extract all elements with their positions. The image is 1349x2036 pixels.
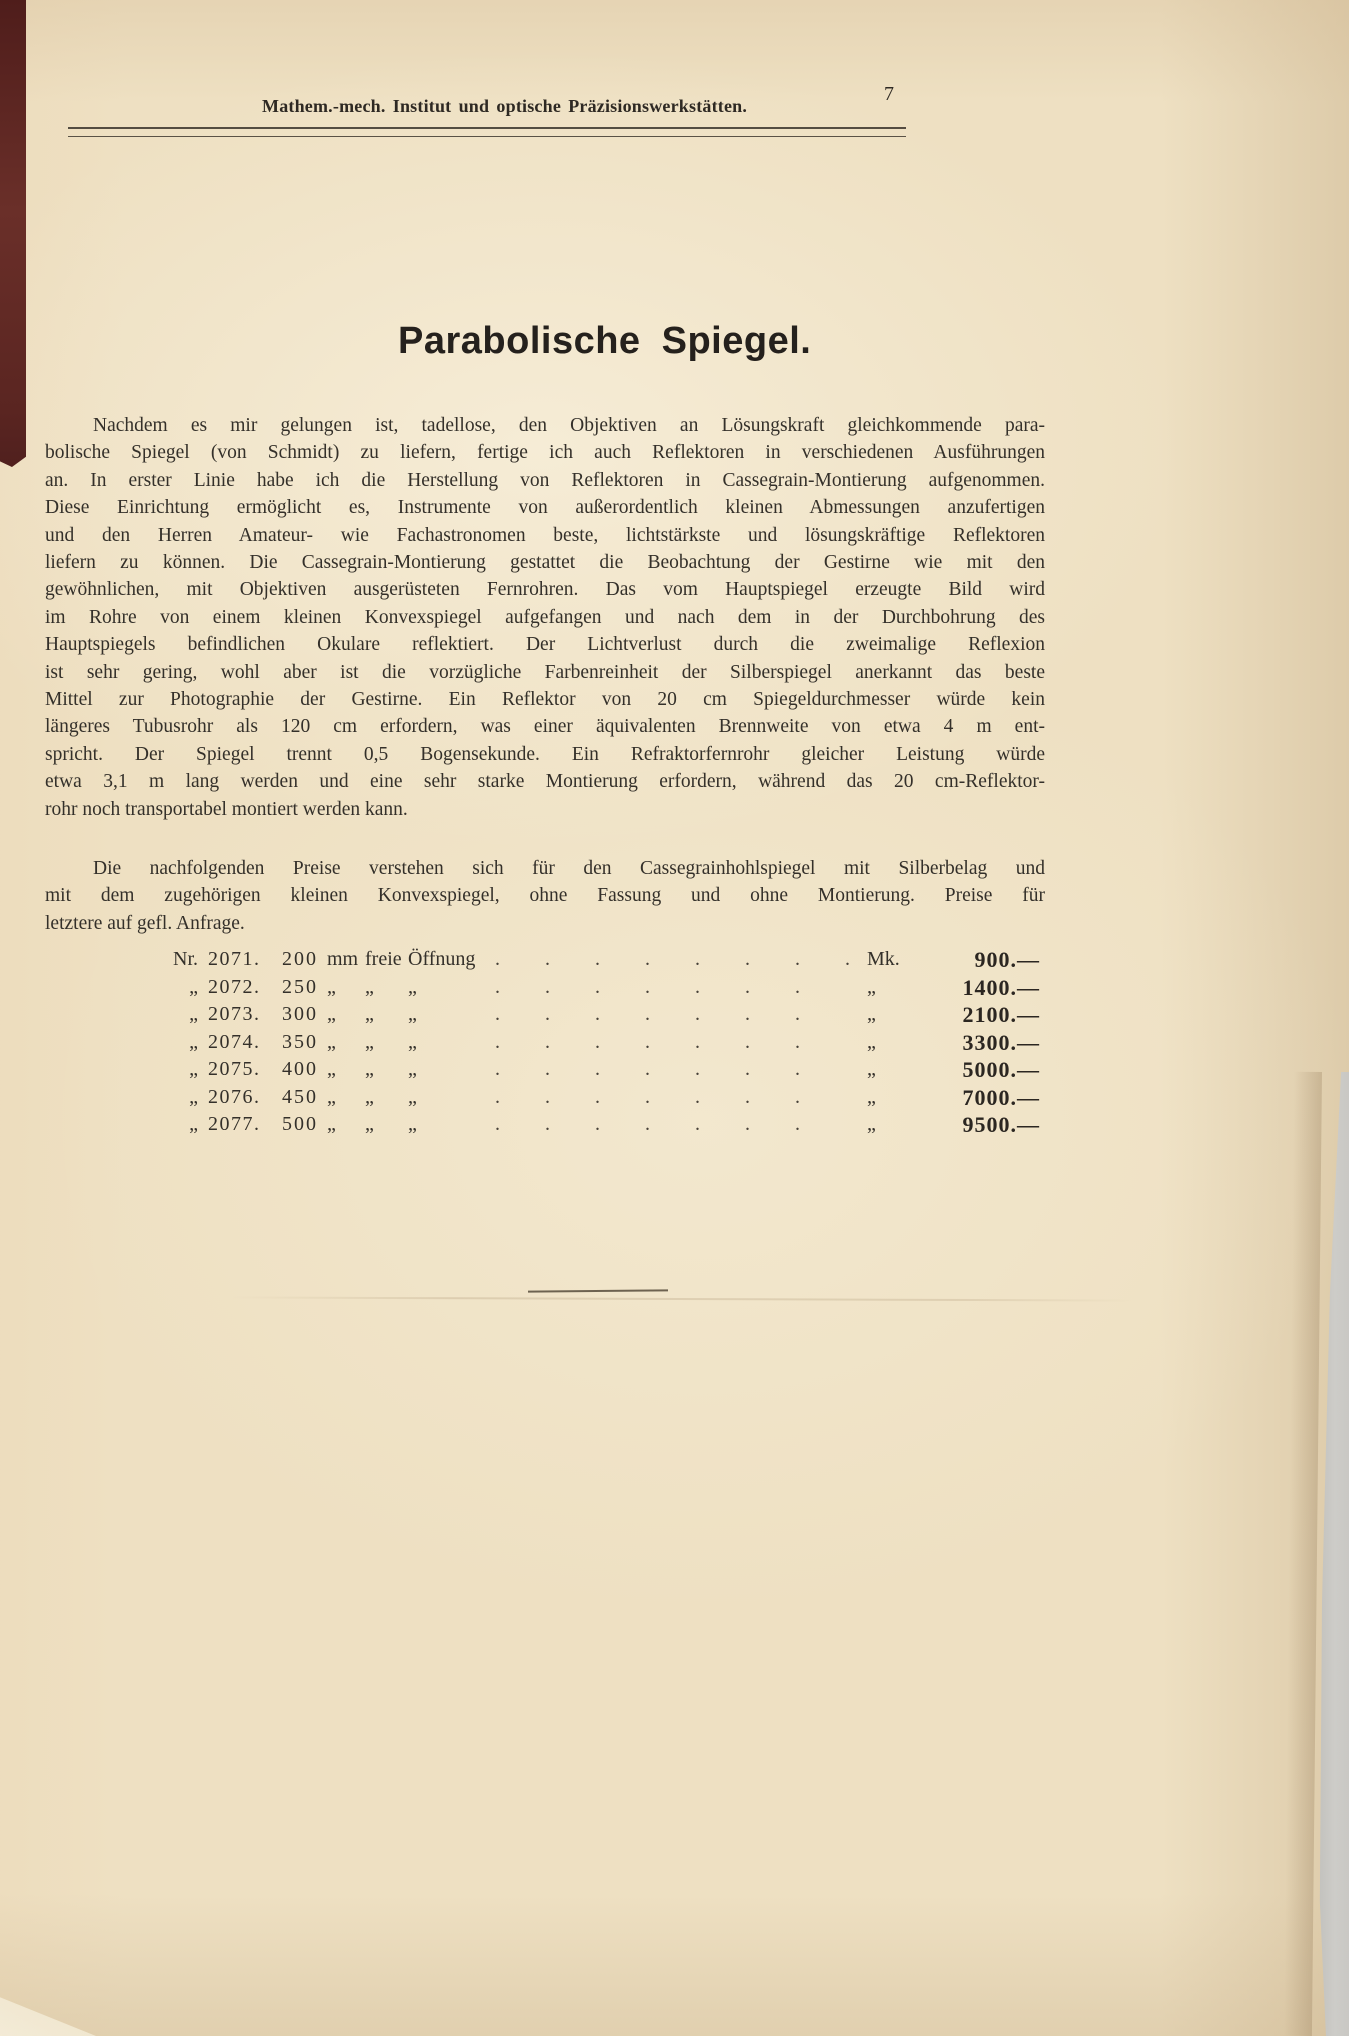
paragraph-line: ist sehr gering, wohl aber ist die vorzügliche Farbenreinheit der Silberspiegel anerkannt das beste — [45, 661, 1045, 683]
dot-leader: . . . . . . . — [495, 1113, 800, 1135]
price-value: 5000.— — [962, 1057, 1040, 1082]
price-row — [140, 1111, 1040, 1139]
price-value: 3300.— — [962, 1029, 1040, 1055]
ditto-mark: „ — [408, 975, 417, 998]
unit-label: Öffnung — [408, 948, 476, 970]
catalog-number: 2075. — [208, 1058, 261, 1080]
paragraph-line: Mittel zur Photographie der Gestirne. Ein Reflektor von 20 cm Spiegeldurchmesser würde kein — [45, 689, 1045, 711]
aperture-value: 450 — [282, 1085, 318, 1108]
ditto-mark: „ — [189, 1085, 198, 1108]
dot-leader: . . . . . . . . — [495, 948, 850, 970]
aperture-value: 200 — [282, 948, 318, 970]
paragraph-line: etwa 3,1 m lang werden und eine sehr starke Montierung erfordern, während das 20 cm-Reflektor- — [45, 771, 1045, 793]
price-value: 9500.— — [962, 1112, 1040, 1137]
price-list — [140, 946, 1040, 1139]
ditto-mark: „ — [327, 1113, 336, 1135]
ditto-mark: „ — [408, 1058, 417, 1080]
aperture-value: 350 — [282, 1030, 318, 1053]
page-title: Parabolische Spiegel. — [398, 320, 812, 362]
catalog-number: 2073. — [208, 1003, 261, 1025]
book-binding-strip — [0, 0, 26, 467]
price-row — [140, 974, 1040, 1002]
dot-leader: . . . . . . . — [495, 1058, 800, 1080]
ditto-mark: „ — [189, 975, 198, 998]
ditto-mark: „ — [189, 1113, 198, 1135]
paragraph-line: rohr noch transportabel montiert werden kann. — [45, 798, 408, 820]
paper-crease-line — [230, 1296, 1135, 1301]
corner-fold-mark — [0, 1992, 96, 2036]
currency-label: Mk. — [867, 948, 900, 970]
dot-leader: . . . . . . . — [495, 1085, 800, 1108]
paragraph-2 — [45, 855, 1045, 937]
ditto-mark: „ — [327, 1085, 336, 1108]
aperture-value: 400 — [282, 1058, 318, 1080]
ditto-mark: „ — [189, 1058, 198, 1080]
catalog-number: 2074. — [208, 1030, 261, 1053]
catalog-number: 2076. — [208, 1085, 261, 1108]
ditto-mark: „ — [867, 975, 876, 998]
ditto-mark: „ — [408, 1113, 417, 1135]
ditto-mark: „ — [408, 1003, 417, 1025]
header-double-rule — [68, 127, 906, 137]
paragraph-1 — [45, 412, 1045, 823]
paragraph-line: mit dem zugehörigen kleinen Konvexspiegel, ohne Fassung und ohne Montierung. Preise für — [45, 885, 1045, 907]
ditto-mark: „ — [408, 1030, 417, 1053]
ditto-mark: „ — [365, 1003, 374, 1025]
catalog-number: 2077. — [208, 1113, 261, 1135]
ditto-mark: „ — [408, 1085, 417, 1108]
price-value: 1400.— — [962, 974, 1040, 1000]
price-value: 7000.— — [962, 1084, 1040, 1110]
ditto-mark: „ — [327, 1058, 336, 1080]
section-divider-rule — [528, 1289, 668, 1292]
ditto-mark: „ — [189, 1030, 198, 1053]
ditto-mark: „ — [867, 1058, 876, 1080]
dot-leader: . . . . . . . — [495, 1003, 800, 1025]
unit-label: mm — [327, 948, 359, 970]
paragraph-line: im Rohre von einem kleinen Konvexspiegel aufgefangen und nach dem in der Durchbohrung des — [45, 606, 1045, 628]
price-row — [140, 1001, 1040, 1029]
ditto-mark: „ — [867, 1003, 876, 1025]
paragraph-line: und den Herren Amateur- wie Fachastronomen beste, lichtstärkste und lösungskräftige Reflektoren — [45, 524, 1045, 546]
aperture-value: 300 — [282, 1003, 318, 1025]
row-label: Nr. — [173, 948, 198, 970]
ditto-mark: „ — [867, 1113, 876, 1135]
paragraph-line: Hauptspiegels befindlichen Okulare reflektiert. Der Lichtverlust durch die zweimalige Reflexion — [45, 634, 1045, 656]
paragraph-line: Diese Einrichtung ermöglicht es, Instrumente von außerordentlich kleinen Abmessungen anzufertigen — [45, 497, 1045, 519]
ditto-mark: „ — [867, 1030, 876, 1053]
ditto-mark: „ — [365, 1058, 374, 1080]
aperture-value: 250 — [282, 975, 318, 998]
price-row — [140, 1084, 1040, 1112]
aperture-value: 500 — [282, 1113, 318, 1135]
price-value: 2100.— — [962, 1002, 1040, 1027]
paragraph-line: an. In erster Linie habe ich die Herstellung von Reflektoren in Cassegrain-Montierung aufgenommen. — [45, 469, 1045, 491]
ditto-mark: „ — [327, 1030, 336, 1053]
paragraph-line: bolische Spiegel (von Schmidt) zu liefern, fertige ich auch Reflektoren in verschiedenen Ausführungen — [45, 442, 1045, 464]
page-edge-shadow — [1284, 1072, 1322, 2036]
paragraph-line: Nachdem es mir gelungen ist, tadellose, den Objektiven an Lösungskraft gleichkommende para- — [93, 415, 1045, 436]
dot-leader: . . . . . . . — [495, 1030, 800, 1053]
ditto-mark: „ — [189, 1003, 198, 1025]
paragraph-line: gewöhnlichen, mit Objektiven ausgerüsteten Fernrohren. Das vom Hauptspiegel erzeugte Bild wird — [45, 579, 1045, 601]
catalog-number: 2071. — [208, 948, 261, 970]
price-row — [140, 1029, 1040, 1057]
ditto-mark: „ — [365, 1113, 374, 1135]
running-header-institute: Mathem.-mech. Institut und optische Präzisionswerkstätten. — [262, 96, 748, 116]
price-value: 900.— — [974, 947, 1040, 972]
catalog-number: 2072. — [208, 975, 261, 998]
ditto-mark: „ — [327, 1003, 336, 1025]
page-number: 7 — [884, 83, 894, 105]
paragraph-line: Die nachfolgenden Preise verstehen sich für den Cassegrainhohlspiegel mit Silberbelag und — [93, 858, 1045, 879]
ditto-mark: „ — [365, 975, 374, 998]
price-row — [140, 946, 1040, 974]
unit-label: freie — [365, 948, 402, 970]
price-row — [140, 1056, 1040, 1084]
paragraph-line: letztere auf gefl. Anfrage. — [45, 912, 245, 934]
dot-leader: . . . . . . . — [495, 975, 800, 998]
ditto-mark: „ — [867, 1085, 876, 1108]
ditto-mark: „ — [327, 975, 336, 998]
paragraph-line: liefern zu können. Die Cassegrain-Montierung gestattet die Beobachtung der Gestirne wie mit den — [45, 552, 1045, 574]
ditto-mark: „ — [365, 1030, 374, 1053]
paragraph-line: längeres Tubusrohr als 120 cm erfordern, was einer äquivalenten Brennweite von etwa 4 m ent- — [45, 716, 1045, 738]
paragraph-line: spricht. Der Spiegel trennt 0,5 Bogensekunde. Ein Refraktorfernrohr gleicher Leistung würde — [45, 743, 1045, 765]
ditto-mark: „ — [365, 1085, 374, 1108]
